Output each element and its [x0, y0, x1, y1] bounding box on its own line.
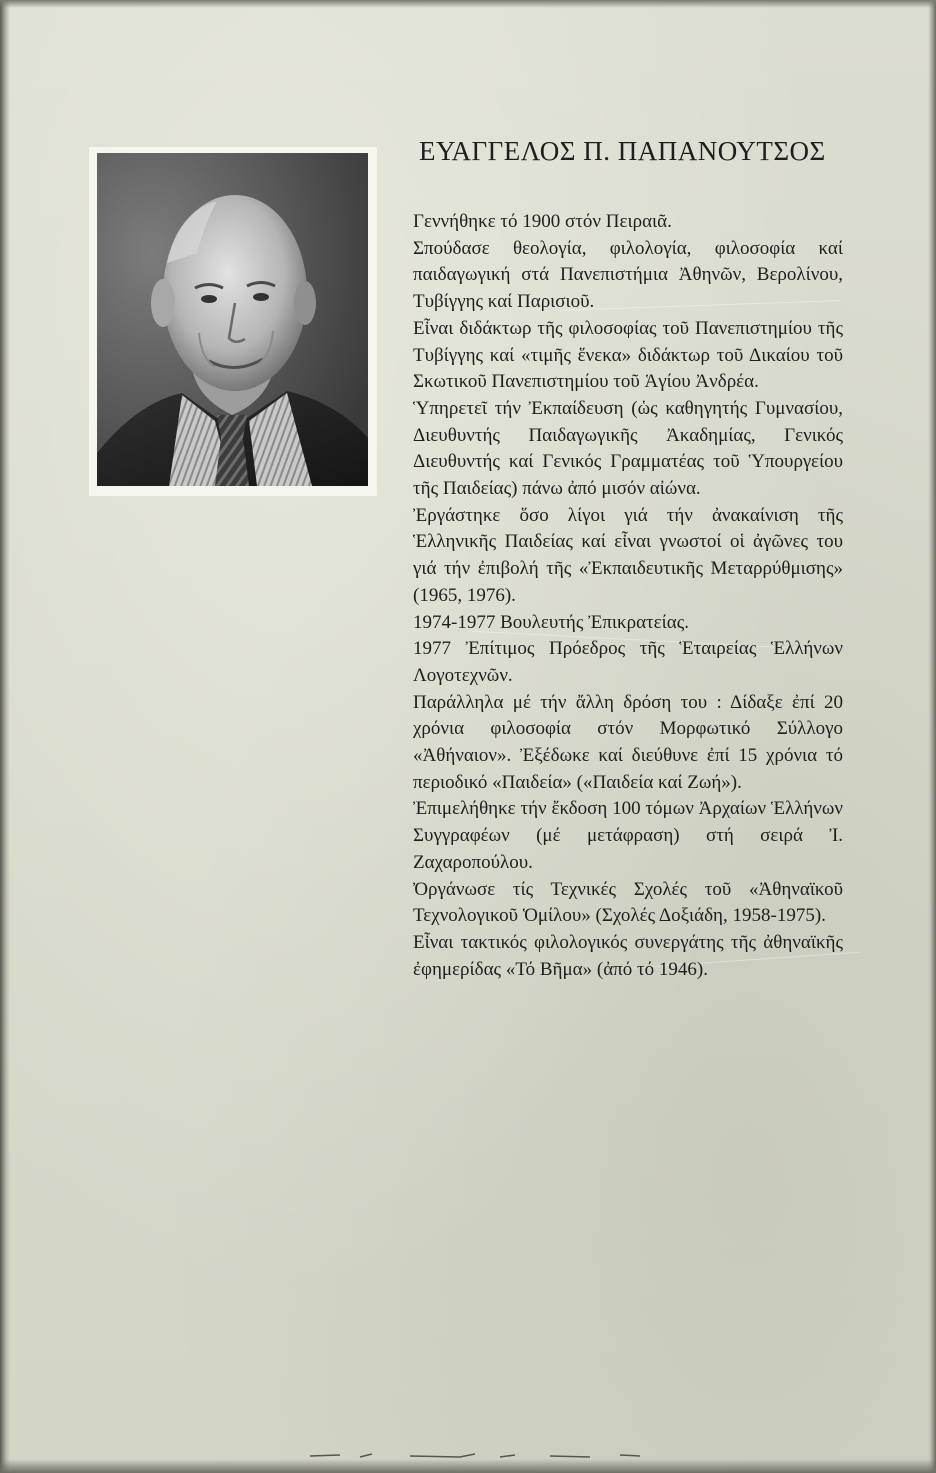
cover-edge-left	[0, 0, 10, 1473]
author-portrait-icon	[97, 153, 368, 486]
author-photo	[97, 153, 368, 486]
bio-paragraph: Σπούδασε θεολογία, φιλολογία, φιλοσοφία καί παιδαγωγική στά Πανεπιστήμια Ἀθηνῶν, Βερολίνου, Τυβίγγης καί Παρισιοῦ.	[413, 237, 843, 313]
bio-paragraph: Ὑπηρετεῖ τήν Ἐκπαίδευση (ὡς καθηγητής Γυμνασίου, Διευθυντής Παιδαγωγικῆς Ἀκαδημίας, Γενικός Διευθυντής καί Γενικός Γραμματέας τοῦ Ὑπουργείου τῆς Παιδείας) πάνω ἀπό μισόν αἰώνα.	[413, 397, 843, 500]
cover-edge-top	[0, 0, 936, 8]
bio-paragraph: 1977 Ἐπίτιμος Πρόεδρος τῆς Ἑταιρείας Ἑλλήνων Λογοτεχνῶν.	[413, 638, 843, 686]
bio-paragraph: Ὀργάνωσε τίς Τεχνικές Σχολές τοῦ «Ἀθηναϊκοῦ Τεχνολογικοῦ Ὁμίλου» (Σχολές Δοξιάδη, 1958-1975).	[413, 878, 843, 927]
author-name: ΕΥΑΓΓΕΛΟΣ Π. ΠΑΠΑΝΟΥΤΣΟΣ	[419, 136, 826, 166]
author-biography	[413, 209, 843, 983]
cover-edge-right	[928, 0, 936, 1473]
bio-paragraph: Ἐπιμελήθηκε τήν ἔκδοση 100 τόμων Ἀρχαίων Ἑλλήνων Συγγραφέων (μέ μετάφραση) στή σειρά Ἰ. Ζαχαροπούλου.	[413, 798, 843, 873]
bio-paragraph: Εἶναι διδάκτωρ τῆς φιλοσοφίας τοῦ Πανεπιστημίου τῆς Τυβίγγης καί «τιμῆς ἕνεκα» διδάκτωρ τοῦ Δικαίου τοῦ Σκωτικοῦ Πανεπιστημίου τοῦ Ἁγίου Ἀνδρέα.	[413, 317, 843, 393]
bio-paragraph: 1974-1977 Βουλευτής Ἐπικρατείας.	[413, 611, 689, 633]
bio-paragraph: Γεννήθηκε τό 1900 στόν Πειραιᾶ.	[413, 211, 672, 232]
bio-paragraph: Ἐργάστηκε ὅσο λίγοι γιά τήν ἀνακαίνιση τῆς Ἑλληνικῆς Παιδείας καί εἶναι γνωστοί οἱ ἀγῶνες του γιά τήν ἐπιβολή τῆς «Ἐκπαιδευτικῆς Μεταρρύθμισης» (1965, 1976).	[413, 504, 843, 606]
bio-paragraph: Παράλληλα μέ τήν ἄλλη δρόση του : Δίδαξε ἐπί 20 χρόνια φιλοσοφία στόν Μορφωτικό Σύλλογο «Ἀθήναιον». Ἐξέδωκε καί διεύθυνε ἐπί 15 χρόνια τό περιοδικό «Παιδεία» («Παιδεία καί Ζωή»).	[413, 691, 843, 793]
bottom-edge-marks	[300, 1448, 680, 1462]
bio-paragraph: Εἶναι τακτικός φιλολογικός συνεργάτης τῆς ἀθηναϊκῆς ἐφημερίδας «Τό Βῆμα» (ἀπό τό 1946).	[413, 931, 843, 980]
